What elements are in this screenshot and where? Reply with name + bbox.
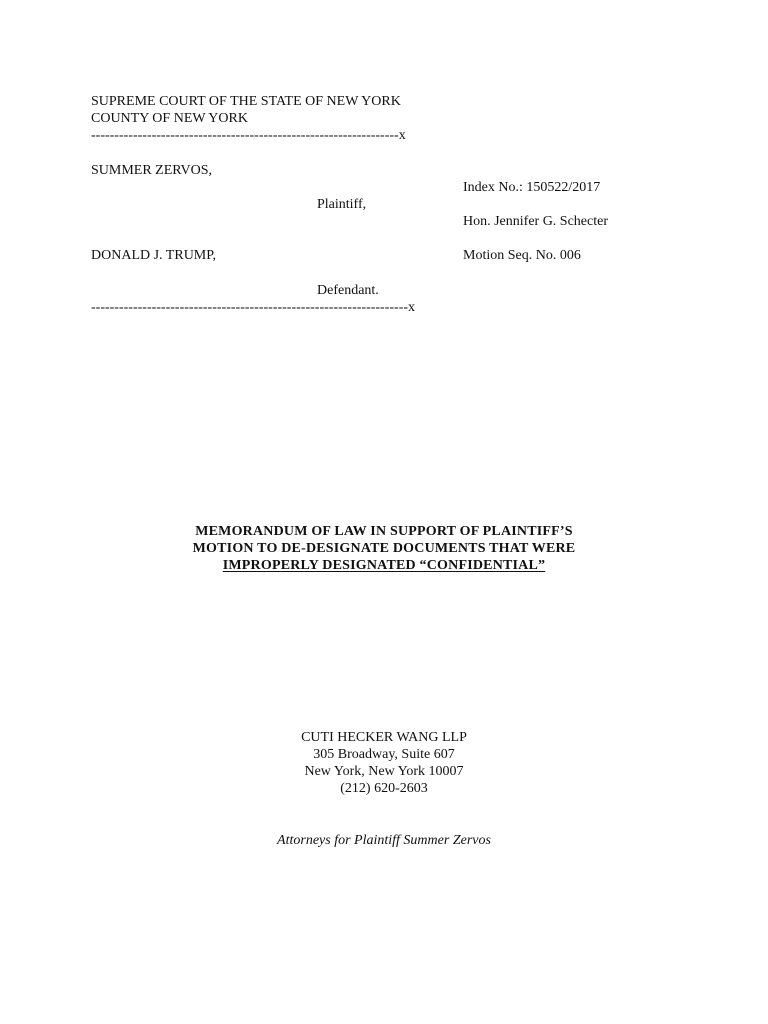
plaintiff-name: SUMMER ZERVOS,: [91, 163, 213, 178]
defendant-name: DONALD J. TRUMP,: [91, 248, 216, 263]
caption-bottom-rule: --------------------------------------------------------------------x: [91, 300, 416, 315]
firm-address-line1: 305 Broadway, Suite 607: [313, 747, 455, 762]
plaintiff-role: Plaintiff,: [317, 197, 367, 212]
defendant-role: Defendant.: [317, 283, 379, 298]
court-name-line2: COUNTY OF NEW YORK: [91, 111, 248, 126]
motion-sequence: Motion Seq. No. 006: [463, 248, 581, 263]
court-name-line1: SUPREME COURT OF THE STATE OF NEW YORK: [91, 94, 401, 109]
firm-address-line2: New York, New York 10007: [304, 764, 464, 779]
index-number: Index No.: 150522/2017: [463, 180, 601, 195]
memo-title-line2: MOTION TO DE-DESIGNATE DOCUMENTS THAT WERE: [192, 541, 576, 556]
caption-top-rule: ------------------------------------------------------------------x: [91, 128, 406, 143]
judge-name: Hon. Jennifer G. Schecter: [463, 214, 609, 229]
firm-phone: (212) 620-2603: [340, 781, 428, 796]
memo-title-line1: MEMORANDUM OF LAW IN SUPPORT OF PLAINTIFF’S: [195, 524, 573, 539]
memo-title-line3: IMPROPERLY DESIGNATED “CONFIDENTIAL”: [222, 558, 546, 573]
firm-name: CUTI HECKER WANG LLP: [301, 730, 467, 745]
memo-title-line3-wrap: [0, 557, 768, 574]
attorneys-for-line: Attorneys for Plaintiff Summer Zervos: [277, 833, 491, 848]
